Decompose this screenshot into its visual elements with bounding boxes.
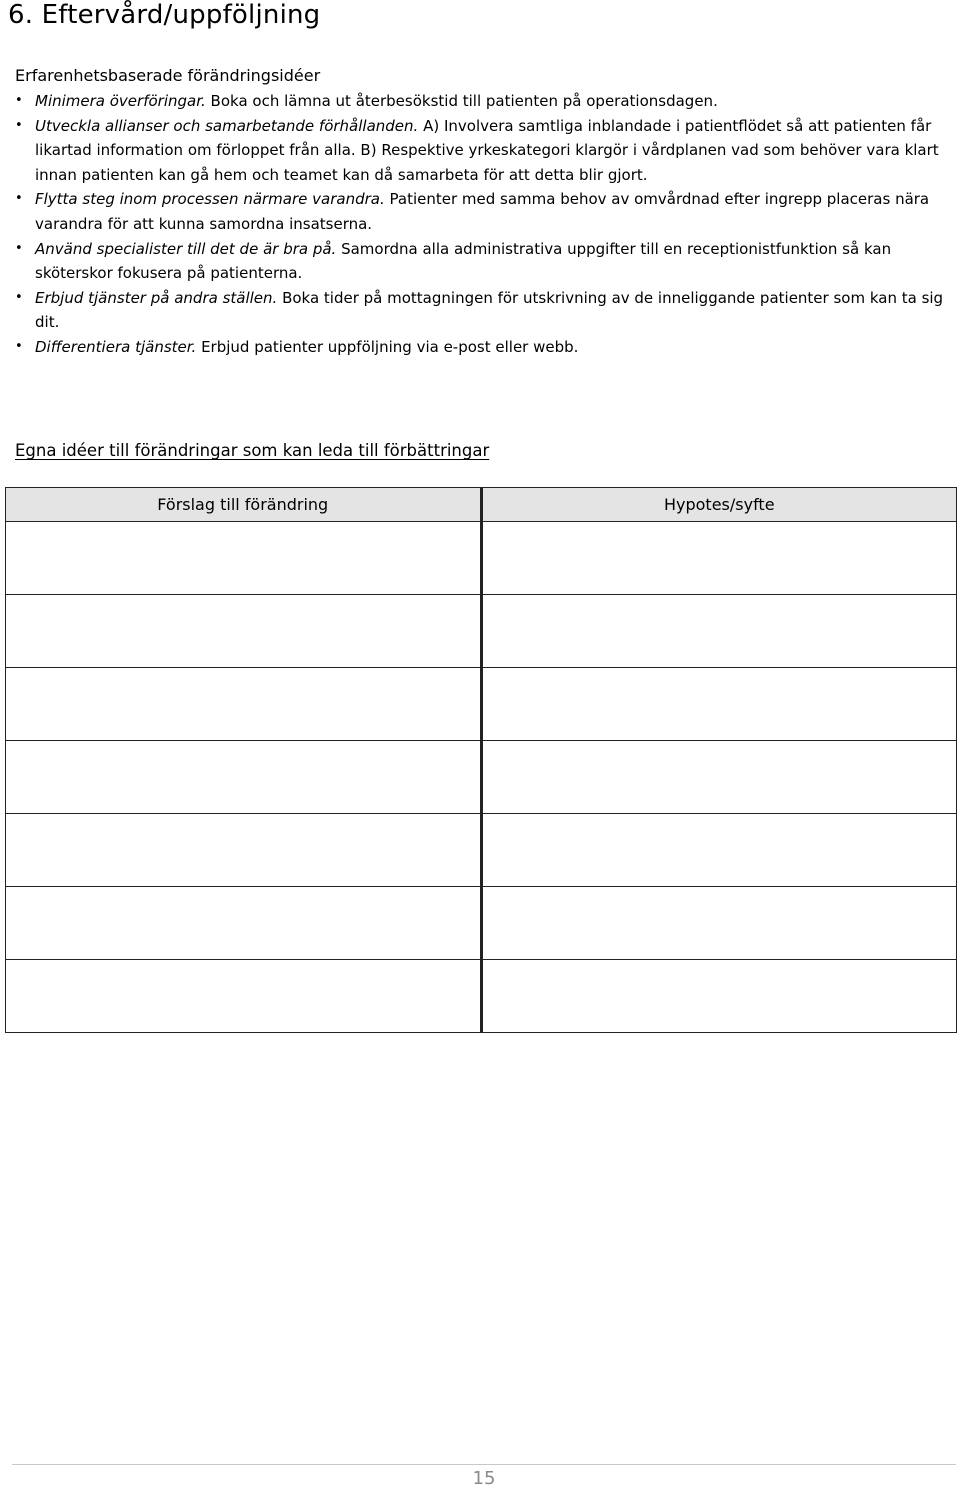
table-row	[6, 741, 957, 814]
proposal-cell[interactable]	[6, 741, 482, 814]
idea-text: A) Involvera samtliga inblandade i patientflödet så att patienten får likartad information om förloppet från alla. B) Respektive yrkeskategori klargör i vårdplanen vad som behöver vara klart innan patienten kan gå hem och teamet kan då samarbeta för att detta blir gjort.	[35, 116, 939, 184]
proposal-cell[interactable]	[6, 595, 482, 668]
proposal-cell[interactable]	[6, 522, 482, 595]
bullet-icon: •	[15, 338, 23, 354]
list-item	[15, 89, 960, 114]
list-item	[15, 335, 960, 360]
idea-title: Flytta steg inom processen närmare varandra.	[35, 190, 385, 209]
table-row	[6, 814, 957, 887]
table-row	[6, 595, 957, 668]
column-header-proposal: Förslag till förändring	[6, 488, 482, 522]
idea-title: Utveckla allianser och samarbetande förhållanden.	[35, 116, 419, 135]
bullet-icon: •	[15, 240, 23, 256]
table-row	[6, 887, 957, 960]
ideas-table	[5, 487, 957, 1033]
bullet-icon: •	[15, 93, 23, 108]
idea-list	[15, 89, 960, 360]
idea-title: Erbjud tjänster på andra ställen.	[35, 288, 278, 307]
hypothesis-cell[interactable]	[481, 595, 957, 668]
hypothesis-cell[interactable]	[481, 814, 957, 887]
idea-title: Minimera överföringar.	[35, 92, 206, 110]
table-row	[6, 960, 957, 1033]
bullet-icon: •	[15, 289, 23, 305]
proposal-cell[interactable]	[6, 887, 482, 960]
idea-text: Patienter med samma behov av omvårdnad efter ingrepp placeras nära varandra för att kunna samordna insatserna.	[35, 190, 930, 233]
hypothesis-cell[interactable]	[481, 960, 957, 1033]
proposal-cell[interactable]	[6, 668, 482, 741]
page-title: 6. Eftervård/uppföljning	[8, 0, 321, 30]
page-number: 15	[472, 1468, 496, 1489]
list-item	[15, 187, 960, 236]
idea-title: Differentiera tjänster.	[35, 337, 197, 356]
proposal-cell[interactable]	[6, 814, 482, 887]
bullet-icon: •	[15, 117, 23, 133]
proposal-cell[interactable]	[6, 960, 482, 1033]
idea-text: Samordna alla administrativa uppgifter till en receptionistfunktion så kan sköterskor fokusera på patienterna.	[35, 239, 892, 283]
list-item	[15, 286, 960, 335]
idea-title: Använd specialister till det de är bra på.	[35, 239, 337, 258]
column-header-hypothesis: Hypotes/syfte	[481, 488, 957, 522]
table-header-row	[6, 488, 957, 522]
table-row	[6, 522, 957, 595]
hypothesis-cell[interactable]	[481, 522, 957, 595]
hypothesis-cell[interactable]	[481, 887, 957, 960]
footer-divider	[12, 1464, 956, 1465]
section-heading-experience: Erfarenhetsbaserade förändringsidéer	[15, 66, 321, 85]
idea-text: Boka och lämna ut återbesökstid till patienten på operationsdagen.	[205, 92, 718, 110]
hypothesis-cell[interactable]	[481, 668, 957, 741]
bullet-icon: •	[15, 191, 23, 207]
table-row	[6, 668, 957, 741]
idea-text: Erbjud patienter uppföljning via e-post eller webb.	[196, 337, 579, 356]
hypothesis-cell[interactable]	[481, 741, 957, 814]
list-item	[15, 237, 960, 286]
section-heading-own-ideas: Egna idéer till förändringar som kan leda till förbättringar	[15, 441, 490, 460]
list-item	[15, 114, 960, 188]
idea-text: Boka tider på mottagningen för utskrivning av de inneliggande patienter som kan ta sig dit.	[35, 288, 944, 332]
